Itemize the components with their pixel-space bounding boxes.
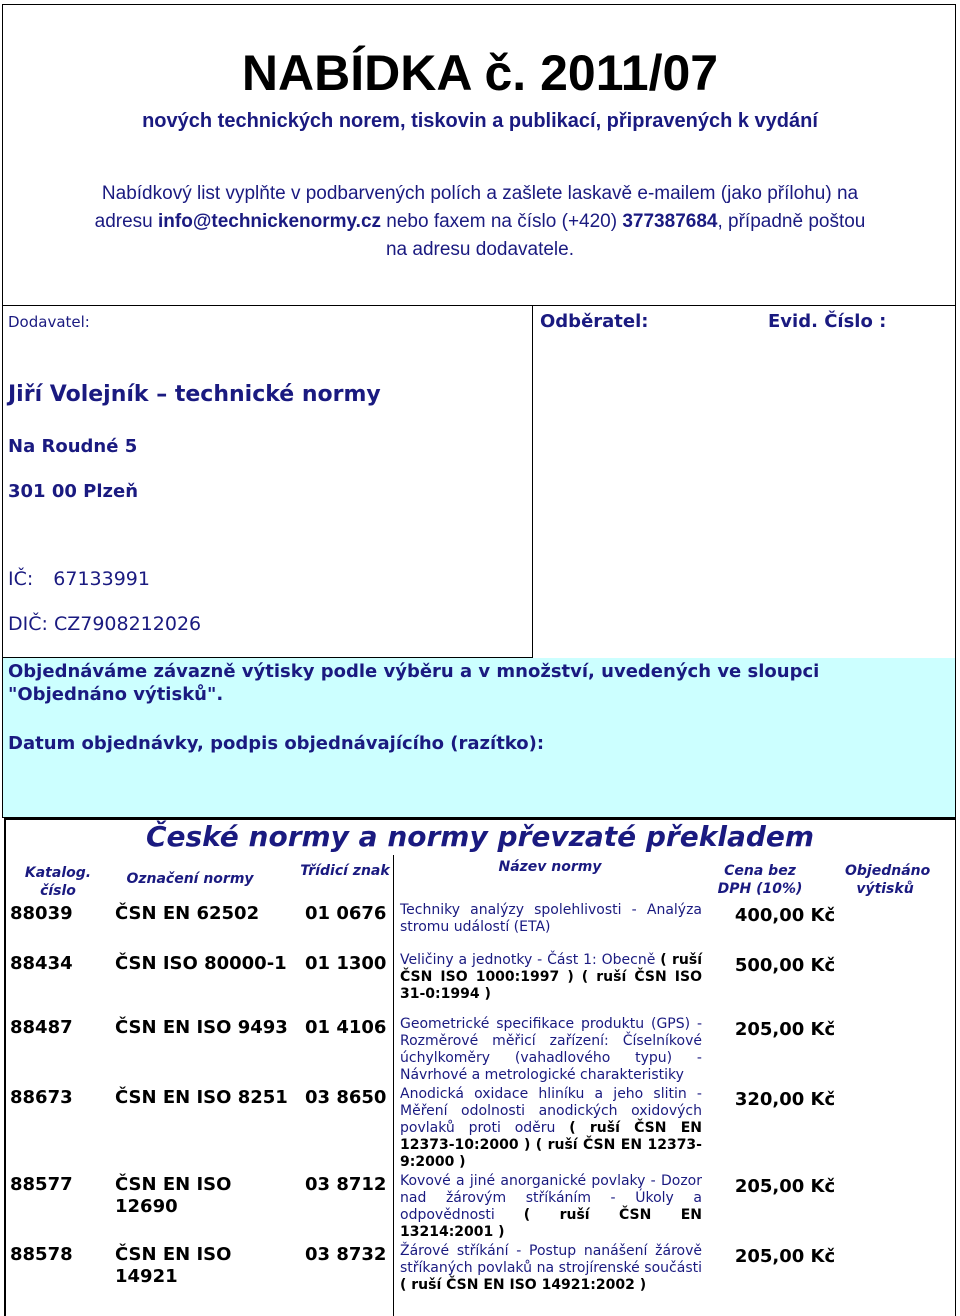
- row-class: 03 8732: [305, 1244, 387, 1265]
- col-header-catalog: Katalog. číslo: [24, 865, 92, 899]
- row-replaces: ( ruší ČSN EN 13214:2001 ): [400, 1207, 703, 1240]
- row-designation: ČSN ISO 80000-1: [115, 953, 287, 974]
- instructions-line-1: Nabídkový list vyplňte v podbarvených polích a zašlete laskavě e-mailem (jako přílohu) na: [101, 183, 859, 204]
- row-name-text: Geometrické specifikace produktu (GPS) - Rozměrové měřicí zařízení: Číselníkové úchylkoměry (vahadlového typu) - Návrhové a metrologické charakteristiky: [400, 1016, 702, 1083]
- supplier-label: Dodavatel:: [8, 313, 90, 331]
- row-designation: ČSN EN ISO 14921: [115, 1244, 232, 1287]
- dic-value: CZ7908212026: [53, 613, 202, 635]
- instructions-line-2: [20, 208, 940, 236]
- column-divider: [393, 855, 394, 1316]
- row-replaces: ( ruší ČSN ISO 1000:1997 ) ( ruší ČSN ISO 31-0:1994 ): [400, 952, 702, 1002]
- row-name-text: Veličiny a jednotky - Část 1: Obecně: [400, 952, 656, 968]
- customer-label: Odběratel:: [540, 311, 649, 332]
- supplier-name: Jiří Volejník – technické normy: [8, 382, 381, 407]
- row-price: 320,00 Kč: [734, 1089, 836, 1110]
- table-title: České normy a normy převzaté překladem: [145, 820, 815, 853]
- row-designation: ČSN EN ISO 8251: [115, 1087, 288, 1108]
- row-catalog: 88434: [10, 953, 73, 974]
- ic-value: 67133991: [53, 568, 150, 590]
- row-catalog: 88039: [10, 903, 73, 924]
- row-name-text: Kovové a jiné anorganické povlaky - Dozor nad žárovým stříkáním - Úkoly a odpovědnosti: [400, 1173, 702, 1223]
- col-header-price: Cena bez DPH (10%): [717, 863, 803, 897]
- row-name: [400, 1173, 702, 1241]
- order-statement: Objednáváme závazně výtisky podle výběru a v množství, uvedených ve sloupci "Objednáno výtisků".: [8, 661, 820, 705]
- row-price: 205,00 Kč: [734, 1246, 836, 1267]
- row-class: 01 4106: [305, 1017, 387, 1038]
- customer-box[interactable]: [533, 306, 956, 658]
- row-name-text: Anodická oxidace hliníku a jeho slitin - Měření odolnosti anodických oxidových povlaků proti oděru: [400, 1086, 702, 1136]
- instructions-text: adresu: [94, 211, 159, 232]
- row-name: [400, 1016, 702, 1084]
- row-catalog: 88487: [10, 1017, 73, 1038]
- order-date-label: Datum objednávky, podpis objednávajícího (razítko):: [8, 733, 545, 754]
- instructions-line-3: na adresu dodavatele.: [385, 239, 575, 260]
- col-header-name: Název normy: [498, 859, 602, 875]
- dic-label: DIČ:: [8, 613, 48, 635]
- instructions-text: , případně poštou: [717, 211, 866, 232]
- supplier-city: 301 00 Plzeň: [8, 481, 139, 502]
- supplier-street: Na Roudné 5: [8, 436, 138, 457]
- row-replaces: ( ruší ČSN EN ISO 14921:2002 ): [400, 1277, 647, 1293]
- row-designation: ČSN EN ISO 9493: [115, 1017, 288, 1038]
- row-class: 03 8650: [305, 1087, 387, 1108]
- row-name-text: Techniky analýzy spolehlivosti - Analýza stromu událostí (ETA): [400, 902, 702, 935]
- row-name: [400, 1086, 702, 1171]
- instructions: [20, 180, 940, 264]
- page-title: NABÍDKA č. 2011/07: [241, 45, 719, 101]
- row-class: 01 0676: [305, 903, 387, 924]
- dic-row: [8, 613, 201, 635]
- row-class: 03 8712: [305, 1174, 387, 1195]
- row-catalog: 88673: [10, 1087, 73, 1108]
- row-price: 205,00 Kč: [734, 1176, 836, 1197]
- row-price: 500,00 Kč: [734, 955, 836, 976]
- row-name: [400, 952, 702, 1003]
- row-name-text: Žárové stříkání - Postup nanášení žárově stříkaných povlaků na strojírenské součásti: [400, 1243, 702, 1276]
- row-price: 205,00 Kč: [734, 1019, 836, 1040]
- row-class: 01 1300: [305, 953, 387, 974]
- row-name: [400, 1243, 702, 1294]
- ic-row: [8, 568, 150, 590]
- col-header-ordered: Objednáno výtisků: [845, 863, 931, 897]
- row-replaces: ( ruší ČSN EN 12373-10:2000 ) ( ruší ČSN EN 12373-9:2000 ): [400, 1120, 702, 1170]
- fax-number: 377387684: [622, 211, 718, 232]
- row-designation: ČSN EN ISO 12690: [115, 1174, 232, 1217]
- instructions-text: nebo faxem na číslo (+420): [381, 211, 623, 232]
- email-link[interactable]: info@technickenormy.cz: [158, 211, 382, 232]
- row-catalog: 88577: [10, 1174, 73, 1195]
- page-subtitle: nových technických norem, tiskovin a publikací, připravených k vydání: [142, 110, 818, 132]
- col-header-designation: Označení normy: [126, 871, 254, 887]
- col-header-class: Třídicí znak: [300, 863, 390, 879]
- row-catalog: 88578: [10, 1244, 73, 1265]
- row-designation: ČSN EN 62502: [115, 903, 260, 924]
- row-price: 400,00 Kč: [734, 905, 836, 926]
- evid-number-label: Evid. Číslo :: [768, 311, 887, 332]
- row-name: [400, 902, 702, 936]
- ic-label: IČ:: [8, 568, 34, 590]
